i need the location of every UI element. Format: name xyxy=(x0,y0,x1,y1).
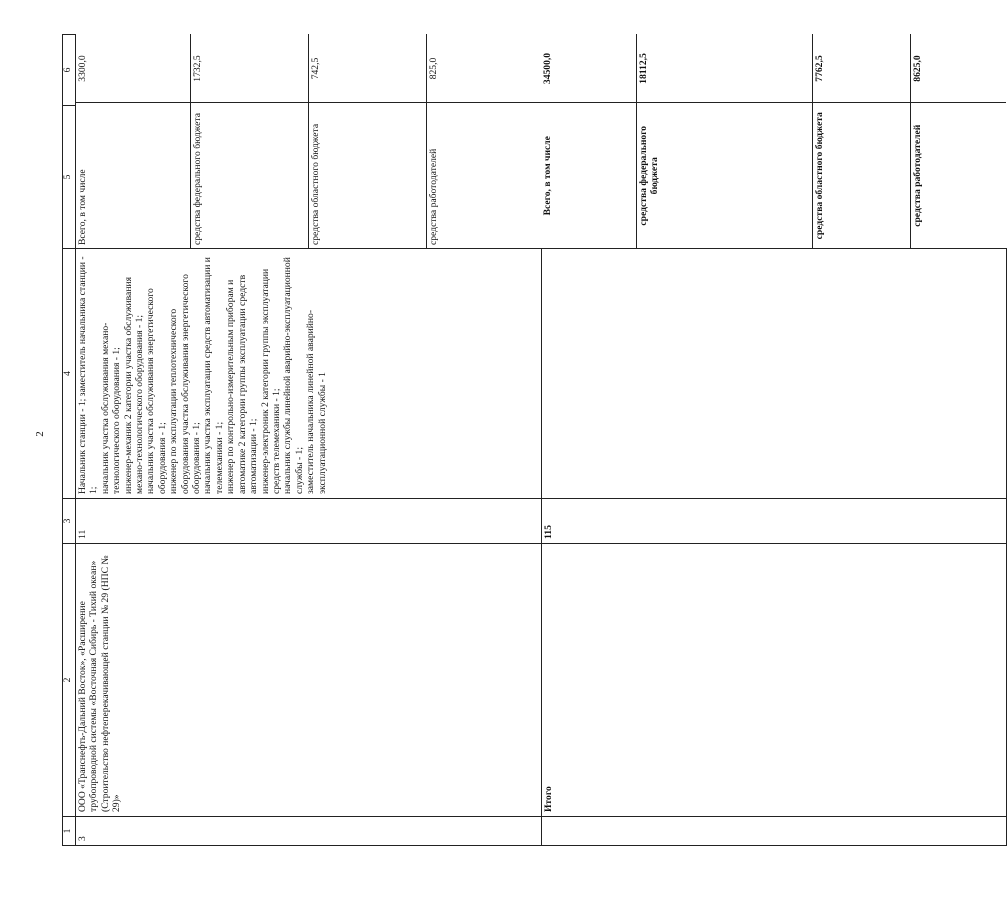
count-cell: 11 xyxy=(76,499,542,544)
duties-list xyxy=(77,253,328,494)
col-header-4: 4 xyxy=(63,249,76,499)
funding-row xyxy=(541,35,636,249)
organization-cell: ООО «Транснефть-Дальний Восток», «Расширение трубопроводной системы «Восточная Сибирь - Тихий океан» (Строительство нефтеперекачивающей станции № 29 (НПС № 29)» xyxy=(76,544,542,817)
rotated-table-container xyxy=(62,52,924,846)
funding-value: 8625,0 xyxy=(911,35,1006,104)
col-header-1: 1 xyxy=(63,817,76,846)
duty-item: инженер по эксплуатации теплотехнического оборудования участка обслуживания энергетического оборудования - 1; xyxy=(168,274,203,494)
employment-table xyxy=(62,34,1007,846)
page-number: 2 xyxy=(34,431,46,437)
row-number: 3 xyxy=(76,817,542,846)
col-header-3: 3 xyxy=(63,499,76,544)
duty-item: заместитель начальника линейной аварийно-эксплуатационной службы - 1 xyxy=(305,309,328,494)
duty-item: начальник участка обслуживания механо-технологического оборудования - 1; xyxy=(99,322,123,494)
funding-label: средства работодателей xyxy=(428,148,440,245)
total-empty-cell xyxy=(541,817,1006,846)
funding-label: Всего, в том числе xyxy=(76,103,190,248)
total-count: 115 xyxy=(541,499,1006,544)
duties-cell xyxy=(76,249,542,499)
duty-item: инженер-электроник 2 категории группы эксплуатации средств телемеханики - 1; xyxy=(259,268,282,494)
table-row xyxy=(76,35,542,846)
funding-label: средства федерального бюджета xyxy=(636,103,812,248)
funding-table xyxy=(76,35,541,249)
funding-label: средства работодателей xyxy=(912,124,924,227)
funding-value: 1732,5 xyxy=(190,35,308,104)
funding-value: 742,5 xyxy=(308,35,426,104)
col-header-6: 6 xyxy=(63,35,76,106)
total-duties-empty xyxy=(541,249,1006,499)
funding-value: 825,0 xyxy=(427,35,541,104)
funding-row xyxy=(427,35,541,249)
funding-value: 34500,0 xyxy=(541,35,636,104)
funding-value: 7762,5 xyxy=(812,35,910,104)
funding-row xyxy=(911,35,1006,249)
funding-label: средства областного бюджета xyxy=(812,103,910,248)
funding-cell xyxy=(76,35,542,249)
funding-label: Всего, в том числе xyxy=(541,103,636,248)
funding-row xyxy=(76,35,190,249)
funding-row xyxy=(308,35,426,249)
total-label: Итого xyxy=(541,544,1006,817)
duty-item: начальник участка эксплуатации средств автоматизации и телемеханики - 1; xyxy=(202,257,225,494)
duty-item: начальник участка обслуживания энергетического оборудования - 1; xyxy=(145,288,168,494)
col-header-5: 5 xyxy=(63,106,76,249)
duty-item: инженер по контрольно-измерительным приборам и автоматике 2 категории группы эксплуатации средств автоматизации - 1; xyxy=(225,274,260,494)
funding-label: средства областного бюджета xyxy=(308,103,426,248)
funding-value: 3300,0 xyxy=(76,35,190,104)
funding-row xyxy=(812,35,910,249)
funding-label: средства федерального бюджета xyxy=(190,103,308,248)
total-row xyxy=(541,35,1006,846)
duty-item: начальник службы линейной аварийно-эксплуатационной службы - 1; xyxy=(282,257,305,494)
total-funding-cell xyxy=(541,35,1006,249)
funding-value: 18112,5 xyxy=(636,35,812,104)
column-number-row xyxy=(63,35,76,846)
duty-item: инженер-механик 2 категории участка обслуживания механо-технологического оборудования - 1; xyxy=(122,276,146,494)
funding-row xyxy=(190,35,308,249)
duty-item: Начальник станции - 1; заместитель начальника станции - 1; xyxy=(77,256,100,494)
total-funding-table xyxy=(541,35,1006,249)
col-header-2: 2 xyxy=(63,544,76,817)
funding-row xyxy=(636,35,812,249)
